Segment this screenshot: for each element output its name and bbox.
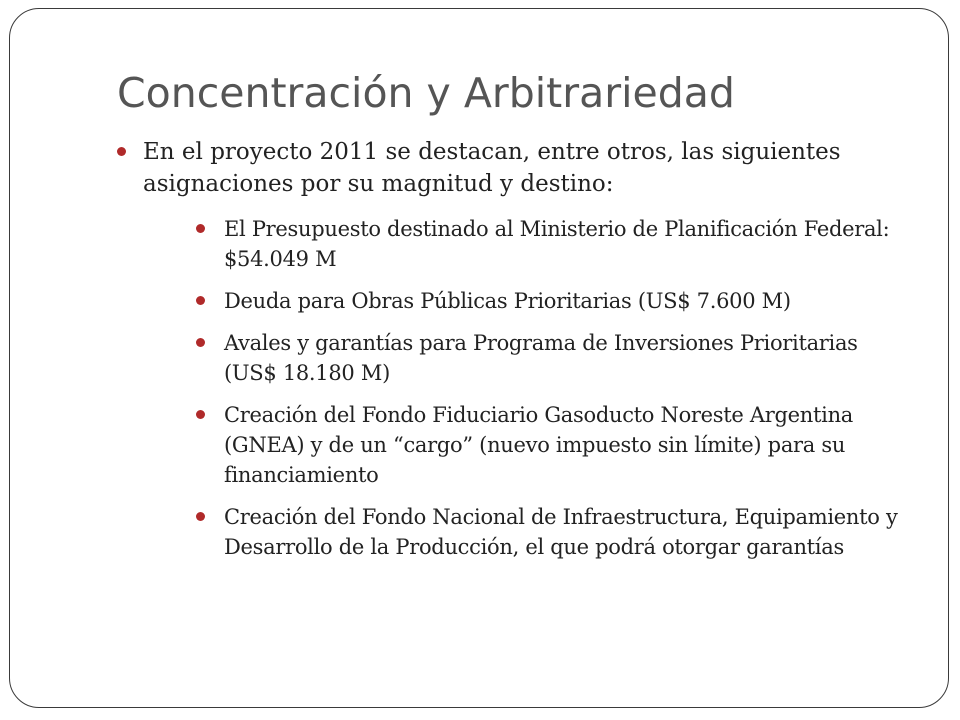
sub-bullet-item: [114, 286, 914, 316]
slide-title: Concentración y Arbitrariedad: [117, 69, 735, 117]
slide-content: [114, 136, 914, 574]
sub-bullet-item: [114, 502, 914, 562]
sub-bullet-text: El Presupuesto destinado al Ministerio de Planificación Federal: $54.049 M: [224, 217, 890, 271]
bullet-dot-icon: [196, 296, 205, 305]
sub-bullet-text: Avales y garantías para Programa de Inversiones Prioritarias (US$ 18.180 M): [224, 331, 858, 385]
sub-bullet-item: [114, 328, 914, 388]
bullet-dot-icon: [117, 147, 126, 156]
bullet-intro: [114, 136, 914, 200]
slide-frame: [9, 8, 949, 708]
sub-bullet-item: [114, 214, 914, 274]
sub-bullet-text: Creación del Fondo Nacional de Infraestructura, Equipamiento y Desarrollo de la Producción, el que podrá otorgar garantías: [224, 505, 898, 559]
sub-bullet-text: Creación del Fondo Fiduciario Gasoducto Noreste Argentina (GNEA) y de un “cargo” (nuevo impuesto sin límite) para su financiamiento: [224, 403, 854, 487]
bullet-dot-icon: [196, 410, 205, 419]
bullet-dot-icon: [196, 224, 205, 233]
bullet-dot-icon: [196, 512, 205, 521]
sub-bullet-item: [114, 400, 914, 490]
bullet-intro-text: En el proyecto 2011 se destacan, entre otros, las siguientes asignaciones por su magnitud y destino:: [143, 139, 841, 197]
bullet-dot-icon: [196, 338, 205, 347]
sub-bullet-text: Deuda para Obras Públicas Prioritarias (US$ 7.600 M): [224, 289, 791, 313]
